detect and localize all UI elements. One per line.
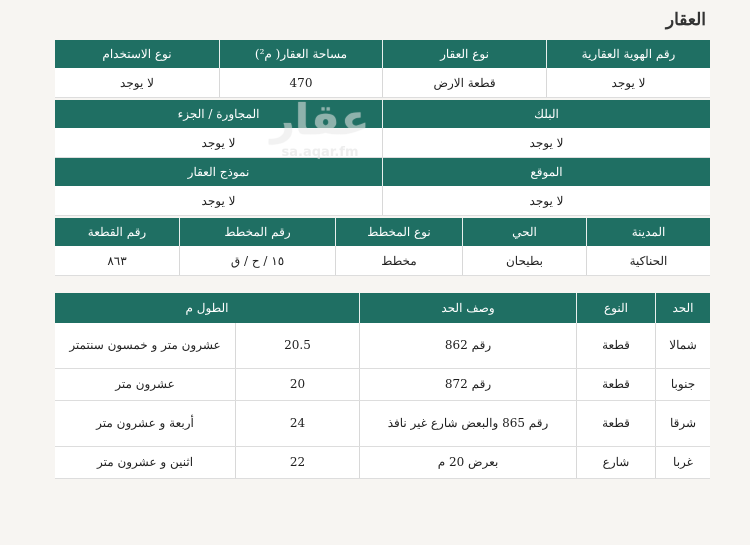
property-model-value: لا يوجد	[201, 193, 236, 208]
table-row	[55, 447, 710, 479]
table-header-row	[55, 293, 710, 323]
header-district: الحي	[462, 218, 586, 246]
table-row	[55, 128, 710, 158]
boundary-type: قطعة	[576, 401, 655, 446]
boundary-length: 24	[235, 401, 359, 446]
boundary-description: رقم 865 والبعض شارع غير نافذ	[359, 401, 576, 446]
boundary-length-text: أربعة و عشرون متر	[96, 416, 194, 430]
watermark-logo-text: عقار	[270, 95, 370, 144]
boundary-side: شمالا	[655, 323, 710, 368]
boundary-type: شارع	[576, 447, 655, 478]
block-table	[55, 100, 710, 158]
table-row	[55, 246, 710, 276]
header-plot-number: رقم القطعة	[87, 225, 147, 239]
plot-number-value: ٨٦٣	[107, 253, 127, 268]
usage-type-value: لا يوجد	[120, 75, 154, 90]
section-title: العقار	[665, 10, 706, 30]
property-info-table	[55, 40, 710, 98]
block-value: لا يوجد	[382, 128, 710, 157]
property-type-value: قطعة الارض	[382, 68, 546, 97]
boundary-length-text: عشرون متر و خمسون سنتمتر	[69, 338, 221, 352]
header-property-model: نموذج العقار	[187, 165, 250, 179]
header-length: الطول م	[185, 301, 229, 315]
header-neighborhood-part: المجاورة / الجزء	[177, 107, 260, 121]
boundary-type: قطعة	[576, 369, 655, 400]
table-header-row	[55, 40, 710, 68]
table-row	[55, 186, 710, 216]
header-plan-number: رقم المخطط	[179, 218, 335, 246]
table-row	[55, 401, 710, 447]
header-city: المدينة	[586, 218, 710, 246]
property-area-value: 470	[219, 68, 382, 97]
neighborhood-part-value: لا يوجد	[201, 135, 236, 150]
district-value: بطيحان	[462, 246, 586, 275]
city-value: الحناكية	[586, 246, 710, 275]
boundary-length-text: اثنين و عشرون متر	[96, 455, 194, 469]
plan-table	[55, 218, 710, 276]
plan-type-value: مخطط	[335, 246, 462, 275]
header-boundary: الحد	[655, 293, 710, 323]
table-row	[55, 323, 710, 369]
boundary-description: بعرض 20 م	[359, 447, 576, 478]
boundary-side: غربا	[655, 447, 710, 478]
table-header-row	[55, 100, 710, 128]
boundary-description: رقم 872	[359, 369, 576, 400]
boundary-length: 22	[235, 447, 359, 478]
header-block: البلك	[382, 100, 710, 128]
header-type: النوع	[576, 293, 655, 323]
boundary-length-text: عشرون متر	[115, 377, 175, 391]
boundary-length: 20	[235, 369, 359, 400]
property-id-value: لا يوجد	[546, 68, 710, 97]
location-table	[55, 158, 710, 216]
table-header-row	[55, 158, 710, 186]
boundary-description: رقم 862	[359, 323, 576, 368]
header-plan-type: نوع المخطط	[335, 218, 462, 246]
header-location: الموقع	[382, 158, 710, 186]
boundary-type: قطعة	[576, 323, 655, 368]
watermark-url: sa.aqar.fm	[281, 145, 359, 160]
boundary-side: شرقا	[655, 401, 710, 446]
header-usage-type: نوع الاستخدام	[102, 47, 172, 61]
header-property-area: مساحة العقار( م²)	[219, 40, 382, 68]
header-property-id: رقم الهوية العقارية	[546, 40, 710, 68]
location-value: لا يوجد	[382, 186, 710, 215]
header-description: وصف الحد	[359, 293, 576, 323]
boundary-length: 20.5	[235, 323, 359, 368]
plan-number-value: ١٥ / ح / ق	[179, 246, 335, 275]
table-row	[55, 68, 710, 98]
table-header-row	[55, 218, 710, 246]
table-row	[55, 369, 710, 401]
boundaries-table	[55, 293, 710, 479]
header-property-type: نوع العقار	[382, 40, 546, 68]
boundary-side: جنوبا	[655, 369, 710, 400]
